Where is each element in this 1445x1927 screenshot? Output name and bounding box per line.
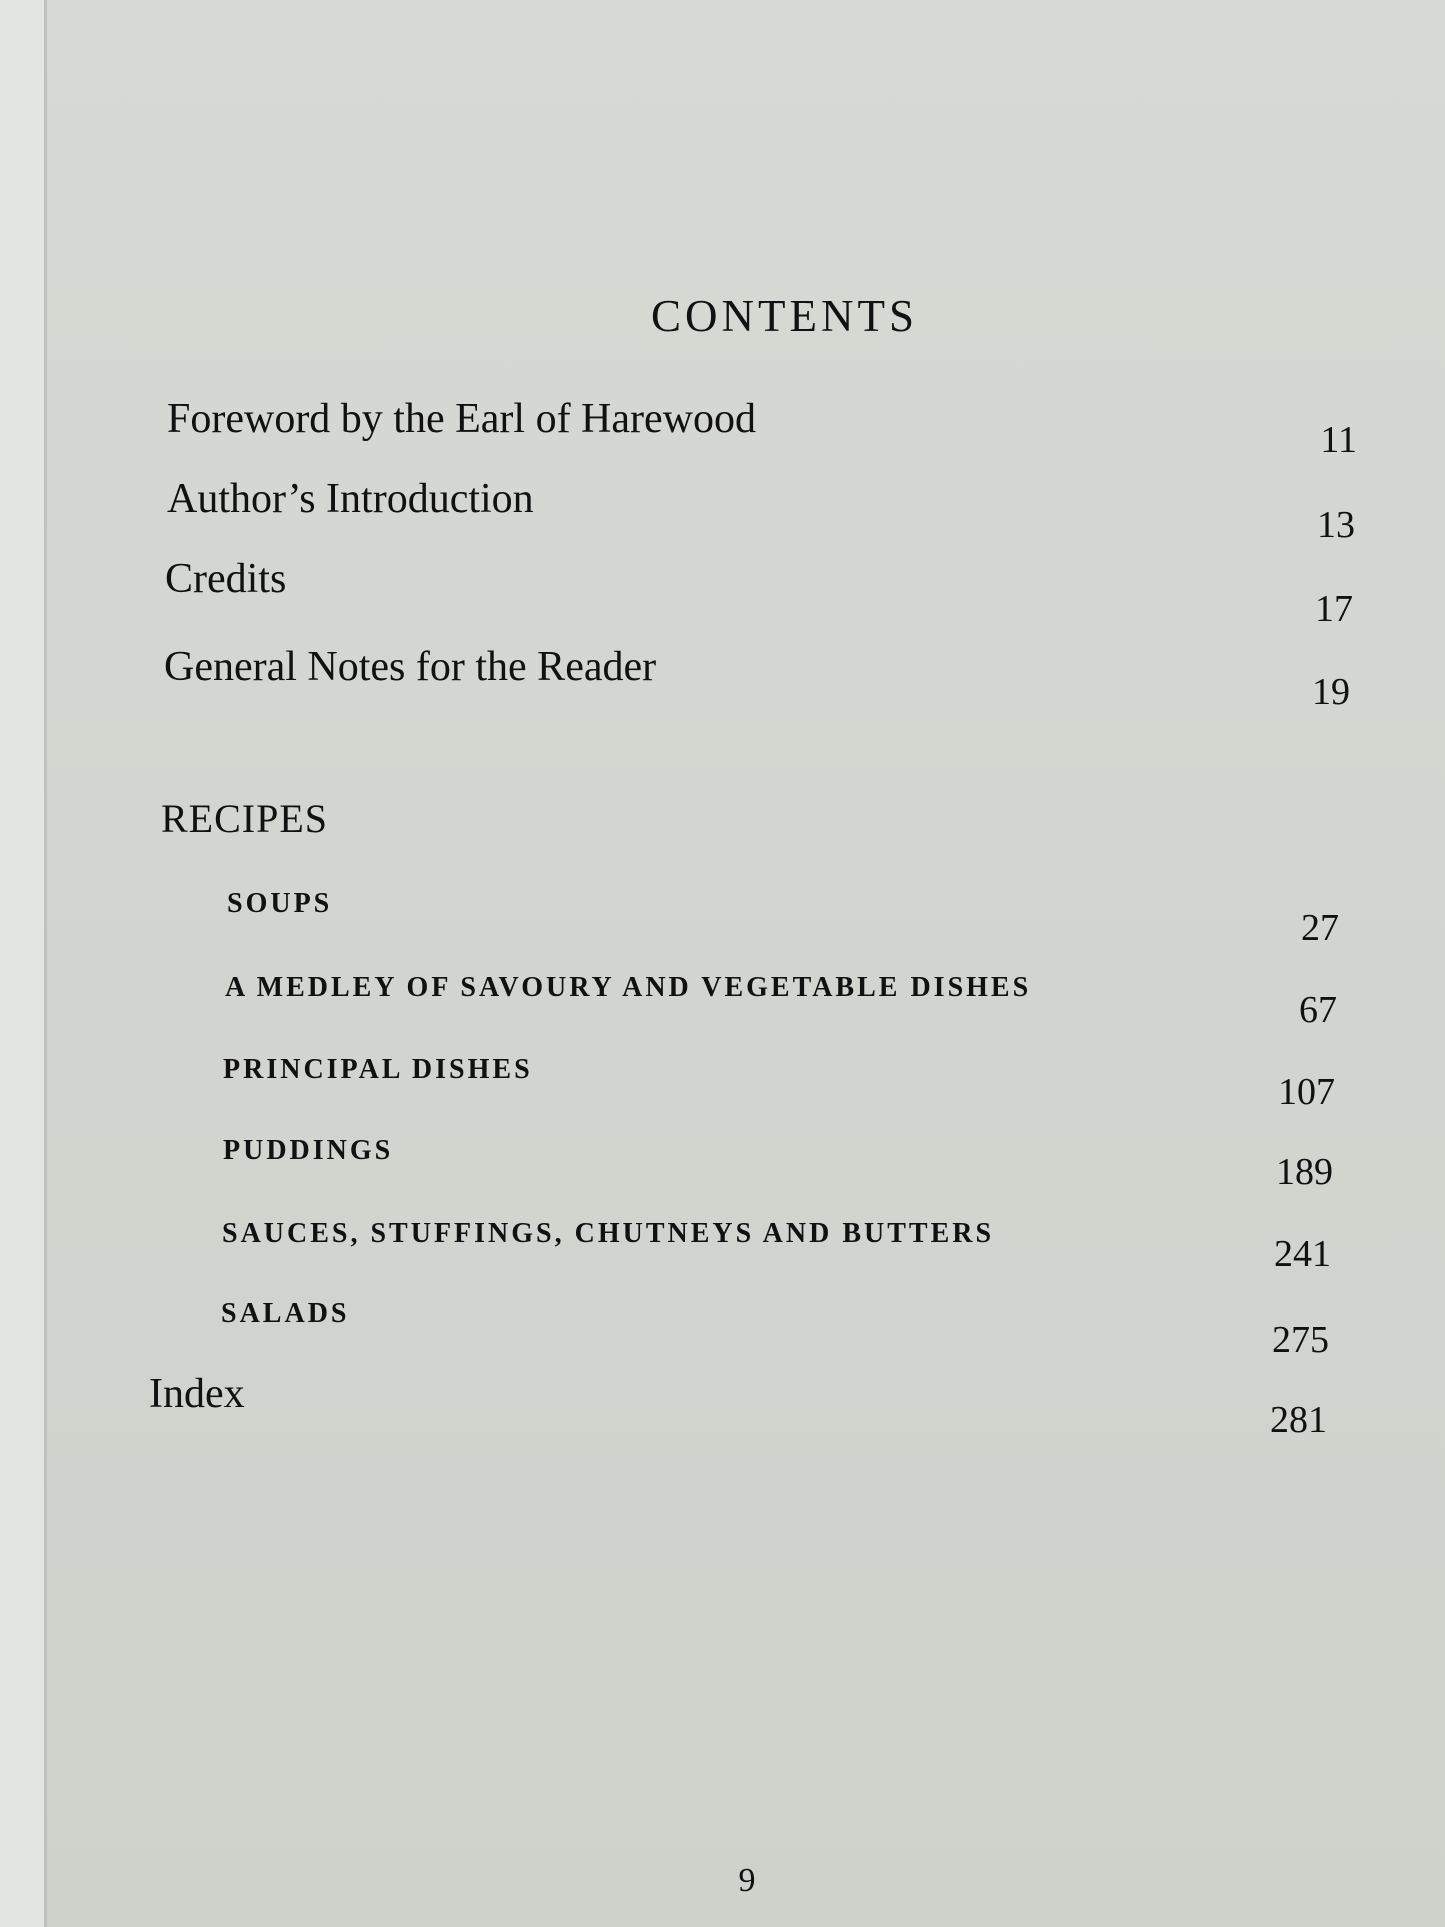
toc-page-salads: 275 — [1272, 1319, 1329, 1361]
recipes-heading: RECIPES — [161, 796, 329, 841]
toc-page-soups: 27 — [1301, 907, 1339, 949]
toc-page-index: 281 — [1270, 1399, 1327, 1441]
toc-page-introduction: 13 — [1317, 504, 1355, 546]
toc-page-puddings: 189 — [1276, 1151, 1333, 1193]
toc-entry-salads: SALADS — [221, 1298, 350, 1329]
toc-entry-puddings: PUDDINGS — [223, 1135, 394, 1166]
toc-page-credits: 17 — [1315, 588, 1353, 630]
toc-entry-principal-dishes: PRINCIPAL DISHES — [223, 1054, 533, 1085]
toc-entry-credits: Credits — [165, 556, 287, 602]
toc-page-savoury-vegetable: 67 — [1299, 989, 1337, 1031]
toc-entry-index: Index — [149, 1371, 245, 1417]
toc-entry-foreword: Foreword by the Earl of Harewood — [167, 396, 756, 442]
facing-page-edge — [0, 0, 44, 1927]
contents-title: CONTENTS — [651, 291, 918, 341]
toc-page-general-notes: 19 — [1312, 671, 1350, 713]
toc-page-principal-dishes: 107 — [1278, 1071, 1335, 1113]
toc-entry-savoury-vegetable: A MEDLEY OF SAVOURY AND VEGETABLE DISHES — [225, 972, 1032, 1003]
toc-entry-general-notes: General Notes for the Reader — [164, 644, 657, 690]
page-number: 9 — [738, 1862, 756, 1899]
book-page — [47, 0, 1445, 1927]
toc-entry-soups: SOUPS — [227, 888, 333, 919]
toc-page-sauces: 241 — [1274, 1233, 1331, 1275]
toc-entry-sauces: SAUCES, STUFFINGS, CHUTNEYS AND BUTTERS — [222, 1218, 995, 1249]
toc-page-foreword: 11 — [1320, 419, 1357, 461]
toc-entry-introduction: Author’s Introduction — [167, 476, 534, 522]
